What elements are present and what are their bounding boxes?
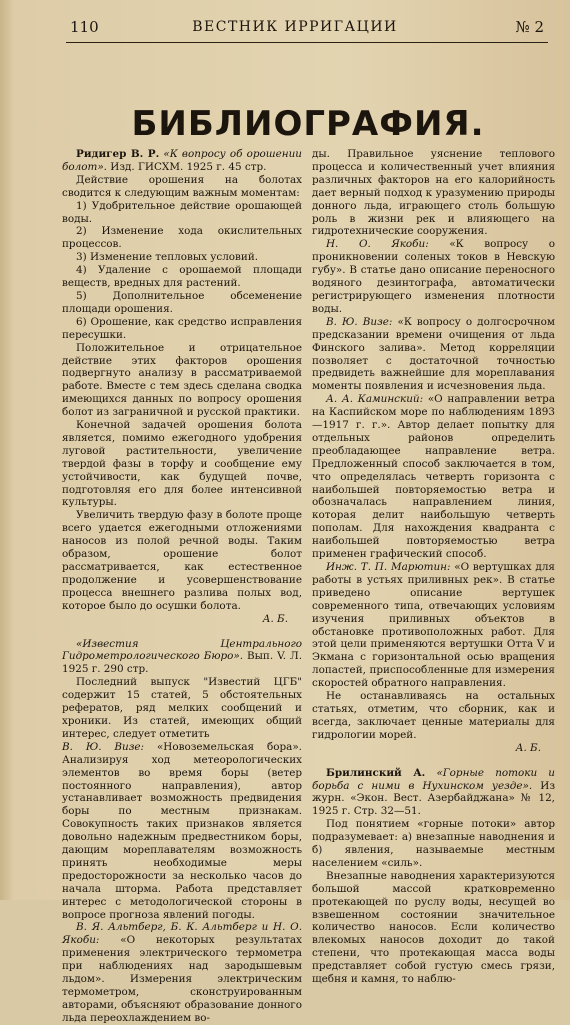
right-column: [312, 148, 555, 986]
review-title: «Известия Центрального Гидрометрологического Бюро».: [62, 637, 302, 663]
list-item: 6) Орошение, как средство исправления пересушки.: [62, 315, 302, 341]
spacer: [312, 755, 555, 767]
paragraph: Действие орошения на болотах сводится к следующим важным моментам:: [62, 173, 302, 199]
review-publication: Из журн. «Экон. Вест. Азербайджана» № 12, 1925 г. Стр. 32—51.: [312, 779, 555, 818]
reviewer-signature: А. Б.: [262, 612, 288, 625]
paragraph: Внезапные наводнения характеризуются большой массой кратковременно протекающей по руслу воды, несущей во взвешенном состоянии значительное количество наносов. Если количество влекомых наносов доходит до такой степени, что протекающая масса воды представляет собой густую смесь грязи, щебня и камня, то наблю-: [312, 869, 555, 986]
spacer: [62, 626, 302, 638]
article-summary: «К вопросу о долгосрочном предсказании времени очищения от льда Финского залива». Метод корреляции позволяет с достаточной точностью предвидеть важнейшие для мореплавания моменты появления и исчезновения льда.: [312, 315, 555, 393]
list-item: 1) Удобрительное действие орошающей воды.: [62, 199, 302, 225]
article-summary: «К вопросу о проникновении соленых токов в Невскую губу». В статье дано описание переносного водяного дезинтографа, автоматически регистрирующего изменения плотности воды.: [312, 238, 555, 315]
paragraph: [312, 561, 555, 690]
review-title: «К вопросу об орошении болот».: [62, 148, 302, 173]
article-summary: «О направлении ветра на Каспийском море по наблюдениям 1893—1917 г. г.». Автор делает попытку для отдельных районов определить преобладающее направление ветра. Предложенный способ заключается в том, что определялась четверть горизонта с наибольшей повторяемостью ветра и обозначалась направлением линия, которая делит наибольшую четверть пополам. Для нахождения квадранта с наибольшей повторяемостью ветра применен графический способ.: [312, 393, 556, 561]
paragraph: ды. Правильное уяснение теплового процесса и количественный учет влияния различных факторов на его калорийность дает верный подход к уразумению природы донного льда, играющего столь большую роль в жизни рек и влияющего на гидротехнические сооружения.: [312, 148, 555, 238]
paragraph: Последний выпуск "Известий ЦГБ" содержит 15 статей, 5 обстоятельных рефератов, ряд мелких сообщений и хроники. Из статей, имеющих общий интерес, следует отметить: [62, 676, 302, 740]
article-summary: «Новоземельская бора». Анализируя ход метеорологических элементов во время боры (ветер постоянного направления), автор устанавливает возможность предвидения боры по местным признакам. Совокупность таких признаков является довольно надежным предвестником боры, дающим мореплавателям возможность принять необходимые меры предосторожности за несколько часов до начала шторма. Работа представляет интерес с методологической стороны в вопросе прогноза явлений погоды.: [62, 740, 302, 921]
section-title: БИБЛИОГРАФИЯ.: [131, 104, 485, 144]
review-publication: Вып. V. Л. 1925 г. 290 стр.: [62, 650, 302, 676]
article-author: А. А. Каминский:: [326, 393, 424, 406]
header-rule: [66, 42, 548, 43]
review-title: «Горные потоки и борьба с ними в Нухинском уезде».: [312, 766, 555, 792]
left-column: [62, 148, 302, 1025]
article-summary: «О вертушках для работы в устьях приливных рек». В статье приведено описание вертушек современного типа, отвечающих условиям изучения приливных объектов в обстановке противоположных работ. Для этой цели применяются вертушки Отта V и Экмана с горизонтальной осью вращения лопастей, приспособленные для измерения скоростей обратного направления.: [312, 561, 555, 690]
paragraph: Не останавливаясь на остальных статьях, отметим, что сборник, как и всегда, заключает ценные материалы для гидрологии морей.: [312, 690, 555, 741]
review-author: Ридигер В. Р.: [76, 148, 160, 160]
review-author: Брилинский А.: [326, 766, 426, 779]
review-publication: Изд. ГИСХМ. 1925 г. 45 стр.: [110, 160, 267, 173]
article-author: Инж. Т. П. Марютин:: [326, 561, 451, 573]
article-author: В. Ю. Визе:: [62, 740, 145, 753]
paragraph: [312, 238, 555, 315]
journal-title: ВЕСТНИК ИРРИГАЦИИ: [192, 19, 398, 35]
list-item: 3) Изменение тепловых условий.: [76, 251, 259, 264]
paragraph: Под понятием «горные потоки» автор подразумевает: а) внезапные наводнения и б) явления, называемые местным населением «силь».: [312, 818, 555, 869]
review-heading: [312, 767, 555, 819]
page-header: [0, 0, 570, 46]
article-author: Н. О. Якоби:: [326, 238, 429, 251]
article-author: В. Ю. Визе:: [326, 315, 393, 328]
list-item: 2) Изменение хода окислительных процессов.: [62, 225, 302, 251]
paragraph: [62, 741, 302, 922]
page-number: 110: [70, 18, 99, 36]
list-item: 4) Удаление с орошаемой площади веществ, вредных для растений.: [62, 264, 302, 290]
article-summary: «О некоторых результатах применения электрического термометра при наблюдениях над зародышевым льдом». Измерения электрическим термометром, сконструированным авторами, объясняют образование донного льда переохлаждением во-: [62, 934, 302, 1024]
paragraph: Конечной задачей орошения болота является, помимо ежегодного удобрения луговой растительности, увеличение твердой фазы в торфу и сообщение ему устойчивости, как будущей почве, подготовляя его для более интенсивной культуры.: [62, 419, 302, 509]
review-heading: [62, 148, 302, 174]
paragraph: [312, 393, 555, 561]
paragraph: [62, 921, 302, 1024]
article-author: В. Я. Альтберг, Б. К. Альтберг и Н. О. Якоби:: [62, 921, 302, 947]
paragraph: [312, 316, 555, 393]
paragraph: Положительное и отрицательное действие этих факторов орошения подвергнуто анализу в рассматриваемой работе. Вместе с тем здесь сделана сводка имеющихся данных по вопросу орошения болот из заграничной и русской практики.: [62, 341, 302, 419]
reviewer-signature: А. Б.: [515, 741, 541, 754]
list-item: 5) Дополнительное обсеменение площади орошения.: [62, 289, 302, 315]
paragraph: Увеличить твердую фазу в болоте проще всего удается ежегодными отложениями наносов из полой речной воды. Таким образом, орошение болот рассматривается, как естественное продолжение и усовершенствование процесса внешнего разлива полых вод, которое было до осушки болота.: [62, 509, 302, 612]
issue-number: № 2: [515, 18, 544, 36]
review-heading: [62, 638, 302, 677]
